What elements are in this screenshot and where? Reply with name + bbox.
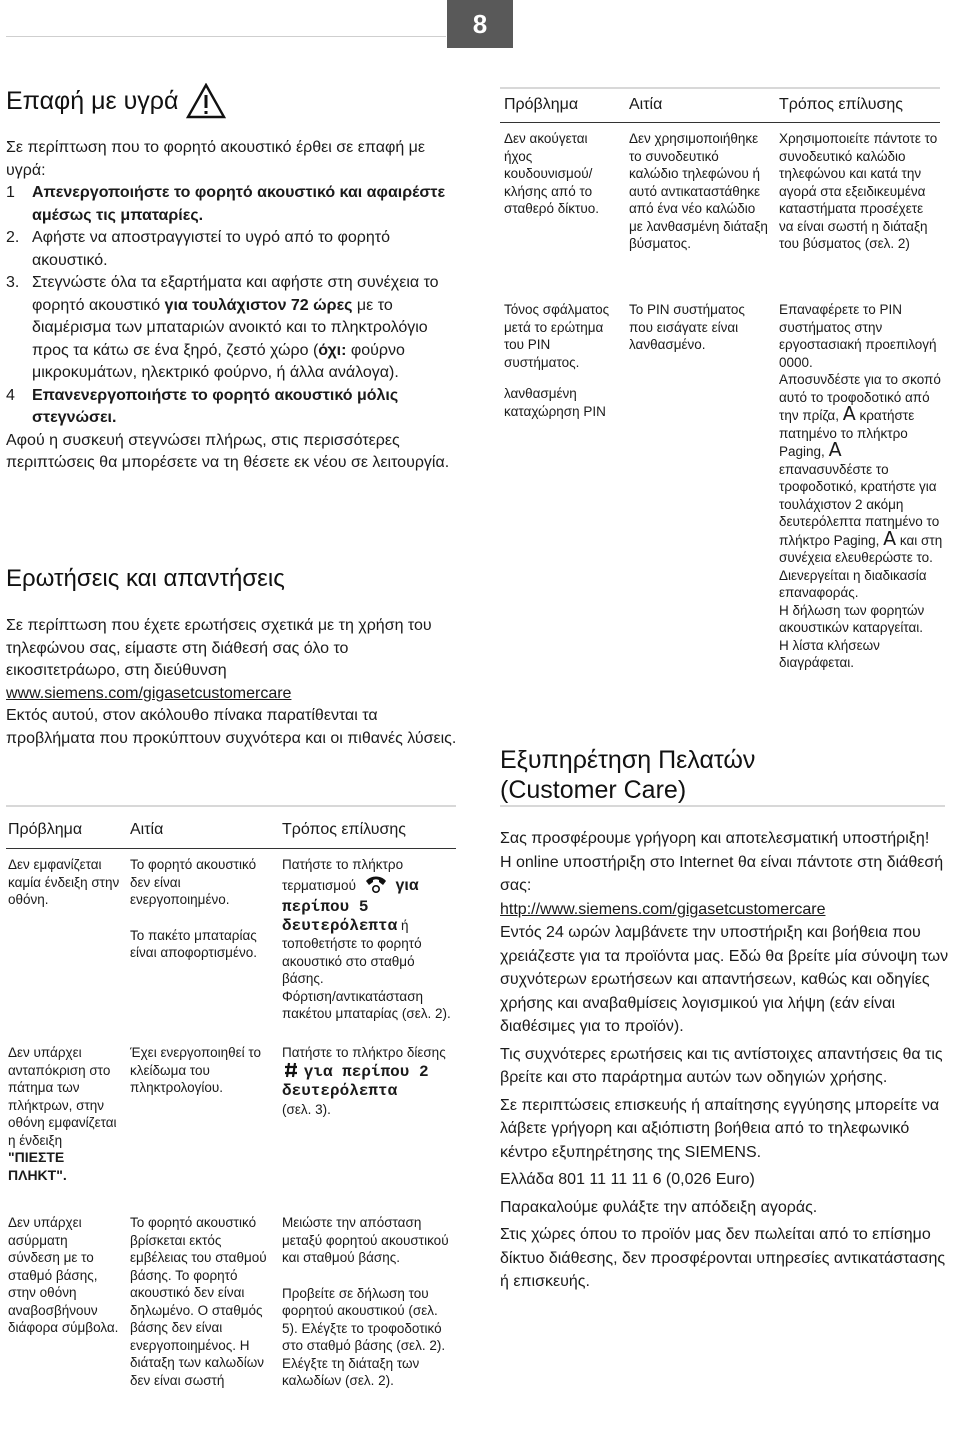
list-item-number: 1 bbox=[6, 184, 15, 201]
row2-solution bbox=[282, 1044, 452, 1118]
r-row2-sol-5: Η δήλωση των φορητών ακουστικών καταργείται. bbox=[779, 602, 925, 635]
paging-key-icon: 𝖠 bbox=[828, 440, 842, 461]
list-item-text-part: όχι: bbox=[318, 341, 347, 359]
list-item-text-part: Αφήστε να αποστραγγιστεί το υγρό από το φορητό ακουστικό. bbox=[32, 229, 390, 269]
r-row1-problem bbox=[504, 130, 609, 218]
row2-problem bbox=[8, 1044, 123, 1184]
row3-cause bbox=[130, 1214, 275, 1389]
customer-care-rule bbox=[500, 805, 945, 807]
row2-cause bbox=[130, 1044, 275, 1097]
row1-cause bbox=[130, 856, 275, 962]
list-item-text-part: για τουλάχιστον 72 ώρες bbox=[164, 296, 353, 314]
row2-cause-text: Έχει ενεργοποιηθεί το κλείδωμα του πληκτρολογίου. bbox=[130, 1045, 262, 1095]
list-item-text-part: φούρνο μικροκυμάτων, ηλεκτρικό φούρνο, ή άλλα ανάλογα). bbox=[32, 341, 405, 381]
r-row1-solution-text: Χρησιμοποιείτε πάντοτε το συνοδευτικό καλώδιο τηλεφώνου και κατά την αγορά στα εξειδικευμένα καταστήματα προσέχετε να είναι σωστή η διάταξη του βύσματος (σελ. 2) bbox=[779, 131, 938, 251]
row3-solution bbox=[282, 1214, 452, 1390]
section-title-liquid bbox=[6, 83, 226, 119]
cc-p2: Η online υποστήριξη στο Internet θα είναι πάντοτε στη διάθεσή σας: bbox=[500, 853, 944, 894]
liquid-instructions bbox=[6, 137, 461, 475]
cc-link: http://www.siemens.com/gigasetcustomercare bbox=[500, 900, 826, 918]
table-left-top-rule bbox=[6, 805, 456, 807]
table-right-header-rule bbox=[500, 122, 940, 123]
table-right-header-cause: Αιτία bbox=[629, 96, 663, 113]
cc-p6: Ελλάδα 801 11 11 11 6 (0,026 Euro) bbox=[500, 1171, 755, 1188]
row1-cause-a: Το φορητό ακουστικό δεν είναι ενεργοποιημένο. bbox=[130, 857, 257, 907]
closing-text: Αφού η συσκευή στεγνώσει πλήρως, στις περισσότερες περιπτώσεις θα μπορέσετε να τη θέσετε εκ νέου σε λειτουργία. bbox=[6, 431, 450, 471]
row1-cause-b: Το πακέτο μπαταρίας είναι αποφορτισμένο. bbox=[130, 927, 257, 960]
row2-problem-b: "ΠΙΕΣΤΕ ΠΛΗΚΤ". bbox=[8, 1149, 67, 1183]
row1-sol-a4: ή τοποθετήστε το φορητό ακουστικό στο σταθμό βάσης. bbox=[282, 917, 422, 986]
faq-para-1: Σε περίπτωση που έχετε ερωτήσεις σχετικά με τη χρήση του τηλεφώνου σας, είμαστε στη διάθεσή σας όλο το εικοσιτετράωρο, στη διεύθυνση bbox=[6, 617, 432, 679]
list-item bbox=[6, 182, 461, 227]
customer-care-title-2: (Customer Care) bbox=[500, 776, 687, 804]
list-item-number: 2. bbox=[6, 229, 20, 246]
intro-text: Σε περίπτωση που το φορητό ακουστικό έρθει σε επαφή με υγρά: bbox=[6, 139, 426, 179]
r-row2-sol-1: Επαναφέρετε το PIN συστήματος στην εργοστασιακή προεπιλογή 0000. bbox=[779, 302, 937, 370]
list-item-text bbox=[32, 272, 461, 385]
row1-sol-a1: Πατήστε το πλήκτρο τερματισμού bbox=[282, 857, 404, 893]
paging-key-icon: 𝖠 bbox=[883, 528, 897, 550]
cc-p4: Τις συχνότερες ερωτήσεις και τις αντίστοιχες απαντήσεις θα τις βρείτε και στο παράρτημα αυτών των οδηγιών χρήσης. bbox=[500, 1045, 943, 1086]
row2-problem-a: Δεν υπάρχει ανταπόκριση στο πάτημα των πλήκτρων, στην οθόνη εμφανίζεται η ένδειξη bbox=[8, 1045, 117, 1148]
list-item-text-part: Απενεργοποιήστε το φορητό ακουστικό και αφαιρέστε αμέσως τις μπαταρίες. bbox=[32, 184, 446, 224]
list-item-text bbox=[32, 227, 461, 272]
hash-key-icon bbox=[284, 1062, 298, 1083]
row3-sol-b: Προβείτε σε δήλωση του φορητού ακουστικού (σελ. 5). Ελέγξτε το τροφοδοτικό στο σταθμό βάσης (σελ. 2). Ελέγξτε τη διάταξη των καλωδίων (σελ. 2). bbox=[282, 1285, 446, 1388]
row2-sol-a: Πατήστε το πλήκτρο δίεσης bbox=[282, 1045, 446, 1060]
cc-p3: Εντός 24 ωρών λαμβάνετε την υποστήριξη και βοήθεια που χρειάζεστε για τα προϊόντα μας. Εδώ θα βρείτε μία σύνοψη των συχνότερων ερωτήσεων και απαντήσεων, καθώς και οδηγίες χρήσης και αναβαθμίσεις λογισμικού για λήψη (εάν είναι διαθέσιμες για το προϊόν). bbox=[500, 924, 949, 1035]
warning-icon bbox=[186, 83, 226, 119]
cc-p8: Στις χώρες όπου το προϊόν μας δεν πωλείται από το επίσημο δίκτυο διάθεσης, δεν προσφέρονται υπηρεσίες αντικατάστασης ή επισκευής. bbox=[500, 1226, 946, 1290]
row1-problem: Δεν εμφανίζεται καμία ένδειξη στην οθόνη. bbox=[8, 857, 120, 907]
row1-solution bbox=[282, 856, 452, 1023]
r-row2-problem-a: Τόνος σφάλματος μετά το ερώτημα του PIN συστήματος. bbox=[504, 302, 610, 370]
r-row2-cause-text: Το PIN συστήματος που εισάγατε είναι λανθασμένο. bbox=[629, 302, 745, 352]
row2-sol-c: (σελ. 3). bbox=[282, 1101, 331, 1117]
table-left-header-problem: Πρόβλημα bbox=[8, 821, 83, 838]
list-item-number: 4 bbox=[6, 386, 15, 404]
r-row1-problem-text: Δεν ακούγεται ήχος κουδουνισμού/ κλήσης από το σταθερό δίκτυο. bbox=[504, 131, 599, 216]
row1-sol-b: Φόρτιση/αντικατάσταση πακέτου μπαταρίας (σελ. 2). bbox=[282, 988, 451, 1021]
customer-care-title-1: Εξυπηρέτηση Πελατών bbox=[500, 746, 756, 774]
faq-link: www.siemens.com/gigasetcustomercare bbox=[6, 684, 292, 702]
table-left-header-cause: Αιτία bbox=[130, 821, 164, 838]
cc-p5: Σε περιπτώσεις επισκευής ή απαίτησης εγγύησης μπορείτε να λάβετε γρήγορη και αξιόπιστη βοήθεια από το τηλεφωνικό κέντρο εξυπηρέτησης της SIEMENS. bbox=[500, 1096, 940, 1161]
list-item bbox=[6, 227, 461, 272]
list-item bbox=[6, 272, 461, 385]
faq-para-2: Εκτός αυτού, στον ακόλουθο πίνακα παρατίθενται τα προβλήματα που προκύπτουν συχνότερα και οι πιθανές λύσεις. bbox=[6, 707, 457, 747]
list-item-text bbox=[32, 182, 461, 227]
r-row1-solution bbox=[779, 130, 939, 253]
row1-sol-a3: περίπου 5 δευτερόλεπτα bbox=[282, 898, 398, 935]
r-row2-sol-6: Η λίστα κλήσεων διαγράφεται. bbox=[779, 637, 880, 670]
r-row2-sol-4: Διενεργείται η διαδικασία επαναφοράς. bbox=[779, 567, 927, 600]
row3-cause-text: Το φορητό ακουστικό βρίσκεται εκτός εμβέλειας του σταθμού βάσης. Το φορητό ακουστικό δεν είναι δηλωμένο. Ο σταθμός βάσης δεν είναι ενεργοποιημένος. Η διάταξη των καλωδίων δεν είναι σωστή bbox=[130, 1215, 267, 1388]
row3-problem-text: Δεν υπάρχει ασύρματη σύνδεση με το σταθμό βάσης, στην οθόνη αναβοσβήνουν διάφορα σύμβολα. bbox=[8, 1215, 119, 1335]
header-rule bbox=[6, 36, 446, 37]
r-row1-cause bbox=[629, 130, 771, 253]
row3-sol-a: Μειώστε την απόσταση μεταξύ φορητού ακουστικού και σταθμού βάσης. bbox=[282, 1215, 449, 1265]
list-item-text-part: Επανενεργοποιήστε το φορητό ακουστικό μόλις στεγνώσει. bbox=[32, 386, 399, 426]
r-row2-sol-2b: κρατήστε πατημένο το πλήκτρο Paging, bbox=[779, 408, 915, 459]
r-row2-solution bbox=[779, 301, 944, 672]
list-item-text-part: με το διαμέρισμα των μπαταριών ανοικτό και το πληκτρολόγιο προς τα κάτω σε ένα ξηρό, ζεστό χώρο ( bbox=[32, 296, 428, 359]
row2-sol-b: για περίπου 2 δευτερόλεπτα bbox=[282, 1062, 429, 1100]
row3-problem bbox=[8, 1214, 123, 1337]
row1-sol-a2: για bbox=[395, 876, 419, 894]
r-row2-sol-3b: και στη συνέχεια ελευθερώστε το. bbox=[779, 532, 943, 565]
section-title-faq: Ερωτήσεις και απαντήσεις bbox=[6, 565, 285, 592]
list-item bbox=[6, 385, 461, 430]
phone-end-icon bbox=[364, 874, 388, 899]
table-right-header-problem: Πρόβλημα bbox=[504, 96, 579, 113]
liquid-steps-list bbox=[6, 182, 461, 430]
page-number: 8 bbox=[447, 0, 513, 48]
r-row2-problem bbox=[504, 301, 619, 420]
paging-key-icon: 𝖠 bbox=[842, 404, 856, 425]
list-item-text bbox=[32, 385, 461, 430]
r-row2-sol-2: Αποσυνδέστε για το σκοπό αυτό το τροφοδοτικό από την πρίζα, bbox=[779, 372, 941, 423]
section-title-customer-care bbox=[500, 745, 755, 805]
list-item-text-part: Στεγνώστε όλα τα εξαρτήματα και αφήστε στη συνέχεια το φορητό ακουστικό bbox=[32, 274, 439, 314]
list-item-number: 3. bbox=[6, 274, 20, 291]
table-left-header-solution: Τρόπος επίλυσης bbox=[282, 821, 406, 838]
table-row bbox=[8, 856, 120, 909]
table-right-top-rule bbox=[500, 87, 940, 89]
faq-intro bbox=[6, 615, 461, 750]
section-title-text: Επαφή με υγρά bbox=[6, 86, 179, 115]
table-left-header-rule bbox=[6, 848, 456, 849]
r-row2-cause bbox=[629, 301, 771, 354]
r-row2-sol-3: επανασυνδέστε το τροφοδοτικό, κρατήστε για τουλάχιστον 2 ακόμη δευτερόλεπτα πατημένο το πλήκτρο Paging, bbox=[779, 461, 940, 548]
r-row2-problem-b: λανθασμένη καταχώρηση PIN bbox=[504, 386, 606, 419]
table-right-header-solution: Τρόπος επίλυσης bbox=[779, 96, 903, 113]
cc-p1: Σας προσφέρουμε γρήγορη και αποτελεσματική υποστήριξη! bbox=[500, 830, 930, 847]
r-row1-cause-text: Δεν χρησιμοποιήθηκε το συνοδευτικό καλώδιο τηλεφώνου ή αυτό αντικαταστάθηκε από ένα νέο καλώδιο με λανθασμένη διάταξη βύσματος. bbox=[629, 131, 768, 251]
cc-p7: Παρακαλούμε φυλάξτε την απόδειξη αγοράς. bbox=[500, 1198, 818, 1216]
customer-care-text bbox=[500, 827, 950, 1294]
